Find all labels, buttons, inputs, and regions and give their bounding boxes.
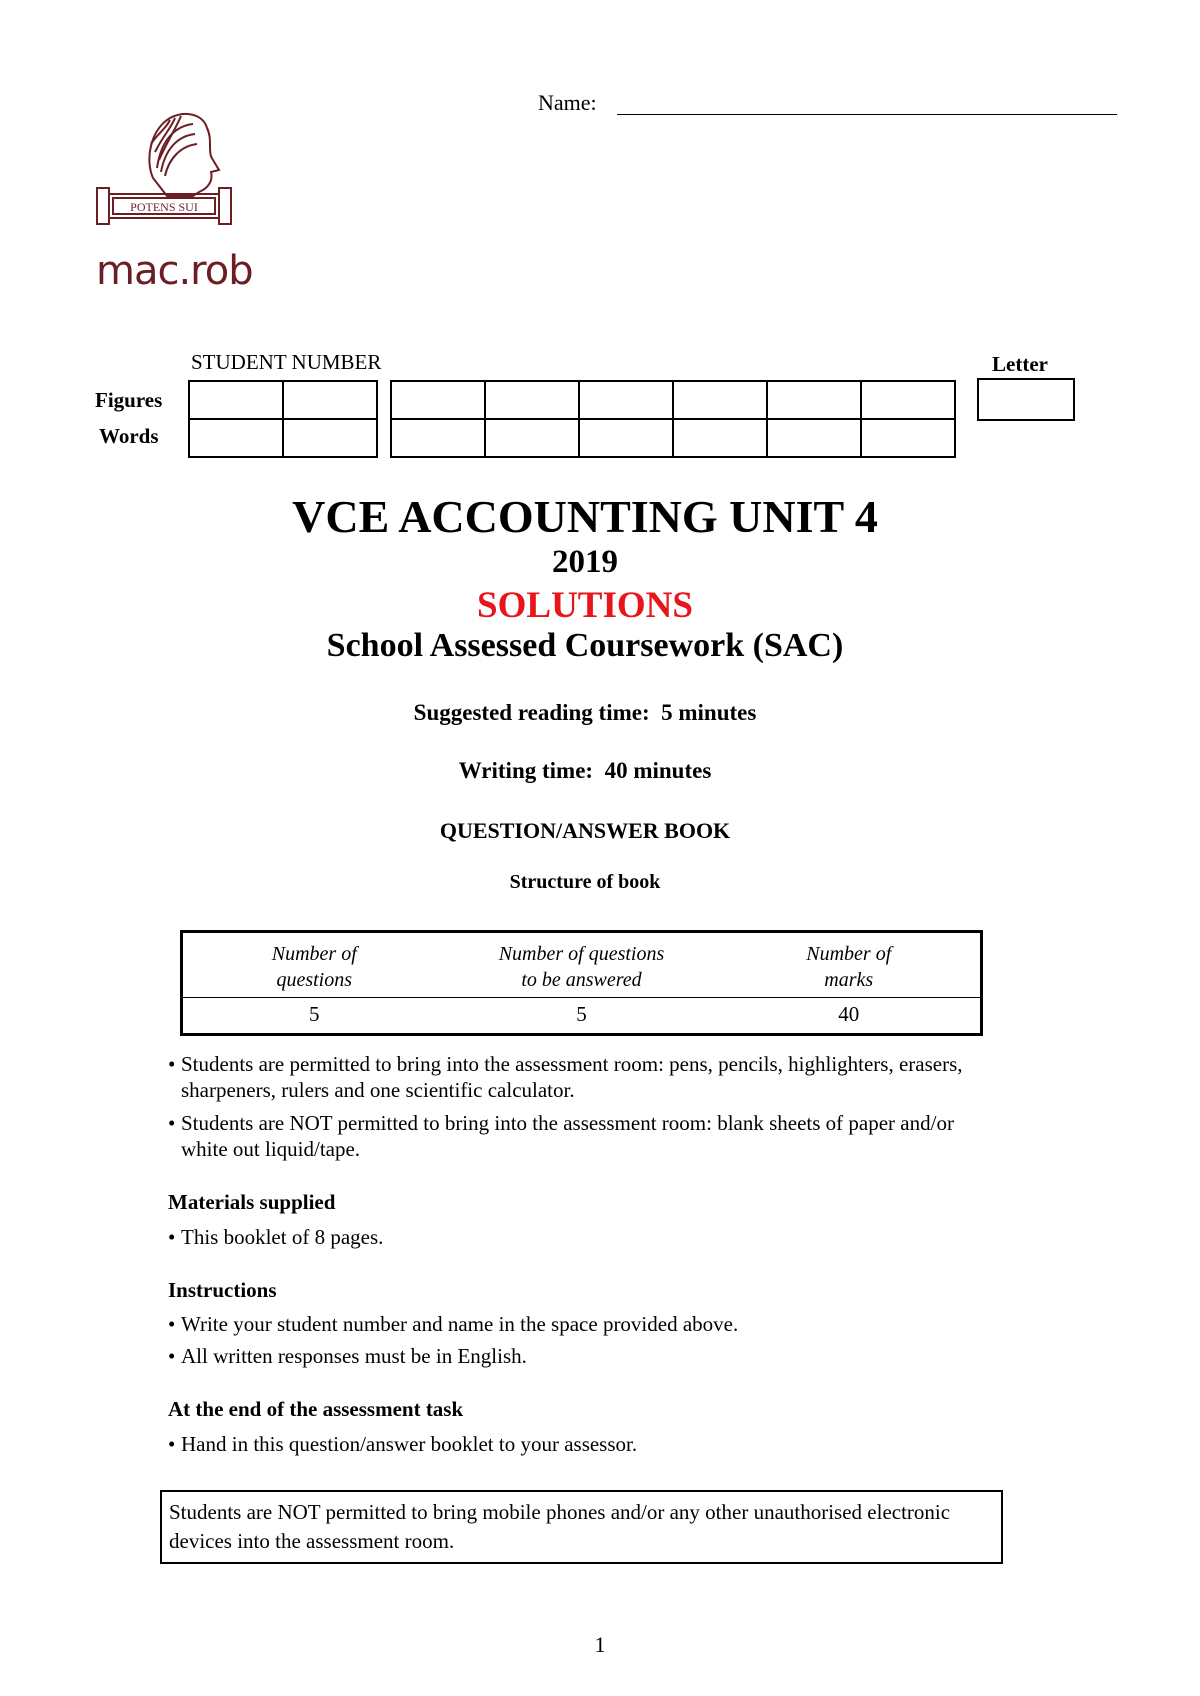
name-label: Name: — [538, 90, 597, 115]
bullet-icon: • — [168, 1344, 176, 1368]
figures-label: Figures — [95, 388, 163, 412]
list-item: • Hand in this question/answer booklet to your assessor. — [168, 1432, 638, 1456]
figures-box[interactable] — [391, 381, 485, 419]
figures-box[interactable] — [579, 381, 673, 419]
writing-time: Writing time: 40 minutes — [458, 758, 712, 783]
words-box[interactable] — [189, 419, 283, 457]
words-box[interactable] — [767, 419, 861, 457]
student-number-grid-right — [390, 380, 956, 458]
end-task-heading: At the end of the assessment task — [168, 1397, 464, 1421]
list-item: • This booklet of 8 pages. — [168, 1225, 384, 1249]
words-box[interactable] — [485, 419, 579, 457]
solutions-label: SOLUTIONS — [477, 585, 693, 626]
list-item: • Students are permitted to bring into the assessment room: pens, pencils, highlighters, erasers, sharpeners, rulers and one scientific calculator. — [168, 1052, 963, 1102]
exam-year: 2019 — [552, 544, 618, 580]
words-box[interactable] — [579, 419, 673, 457]
page-number: 1 — [594, 1632, 606, 1657]
bullet-icon: • — [168, 1225, 176, 1249]
words-box[interactable] — [283, 419, 377, 457]
list-item: • Students are NOT permitted to bring into the assessment room: blank sheets of paper and/or white out liquid/tape. — [168, 1111, 954, 1161]
bullet-icon: • — [168, 1111, 176, 1135]
figures-box[interactable] — [673, 381, 767, 419]
bullet-icon: • — [168, 1432, 176, 1456]
letter-box[interactable] — [977, 378, 1075, 421]
student-number-label: STUDENT NUMBER — [191, 350, 382, 374]
figures-box[interactable] — [283, 381, 377, 419]
bullet-icon: • — [168, 1312, 176, 1336]
exam-subtitle: School Assessed Coursework (SAC) — [326, 627, 844, 664]
table-header: Number of questions — [182, 932, 446, 998]
exam-title: VCE ACCOUNTING UNIT 4 — [292, 491, 878, 542]
words-box[interactable] — [861, 419, 955, 457]
student-number-grid-left — [188, 380, 378, 458]
reading-time: Suggested reading time: 5 minutes — [413, 700, 757, 725]
table-header: Number of questions to be answered — [446, 932, 718, 998]
figures-box[interactable] — [189, 381, 283, 419]
words-box[interactable] — [673, 419, 767, 457]
letter-label: Letter — [992, 352, 1048, 376]
figures-box[interactable] — [485, 381, 579, 419]
figures-box[interactable] — [767, 381, 861, 419]
book-type: QUESTION/ANSWER BOOK — [439, 818, 731, 843]
figures-box[interactable] — [861, 381, 955, 419]
structure-table — [180, 930, 983, 1036]
table-cell: 5 — [576, 1002, 587, 1026]
instructions-heading: Instructions — [168, 1278, 277, 1302]
words-label: Words — [99, 424, 159, 448]
table-header: Number of marks — [718, 932, 982, 998]
logo-wordmark: mac.rob — [96, 248, 253, 294]
materials-heading: Materials supplied — [168, 1190, 336, 1214]
table-cell: 40 — [838, 1002, 860, 1026]
list-item: • Write your student number and name in the space provided above. — [168, 1312, 739, 1336]
table-cell: 5 — [309, 1002, 320, 1026]
bullet-icon: • — [168, 1052, 176, 1076]
structure-heading: Structure of book — [509, 871, 661, 893]
words-box[interactable] — [391, 419, 485, 457]
logo-motto: POTENS SUI — [130, 200, 198, 214]
name-field[interactable] — [617, 114, 1117, 115]
table-row — [182, 998, 982, 1035]
notice-box: Students are NOT permitted to bring mobile phones and/or any other unauthorised electronic devices into the assessment room. — [160, 1490, 1003, 1564]
list-item: • All written responses must be in English. — [168, 1344, 527, 1368]
